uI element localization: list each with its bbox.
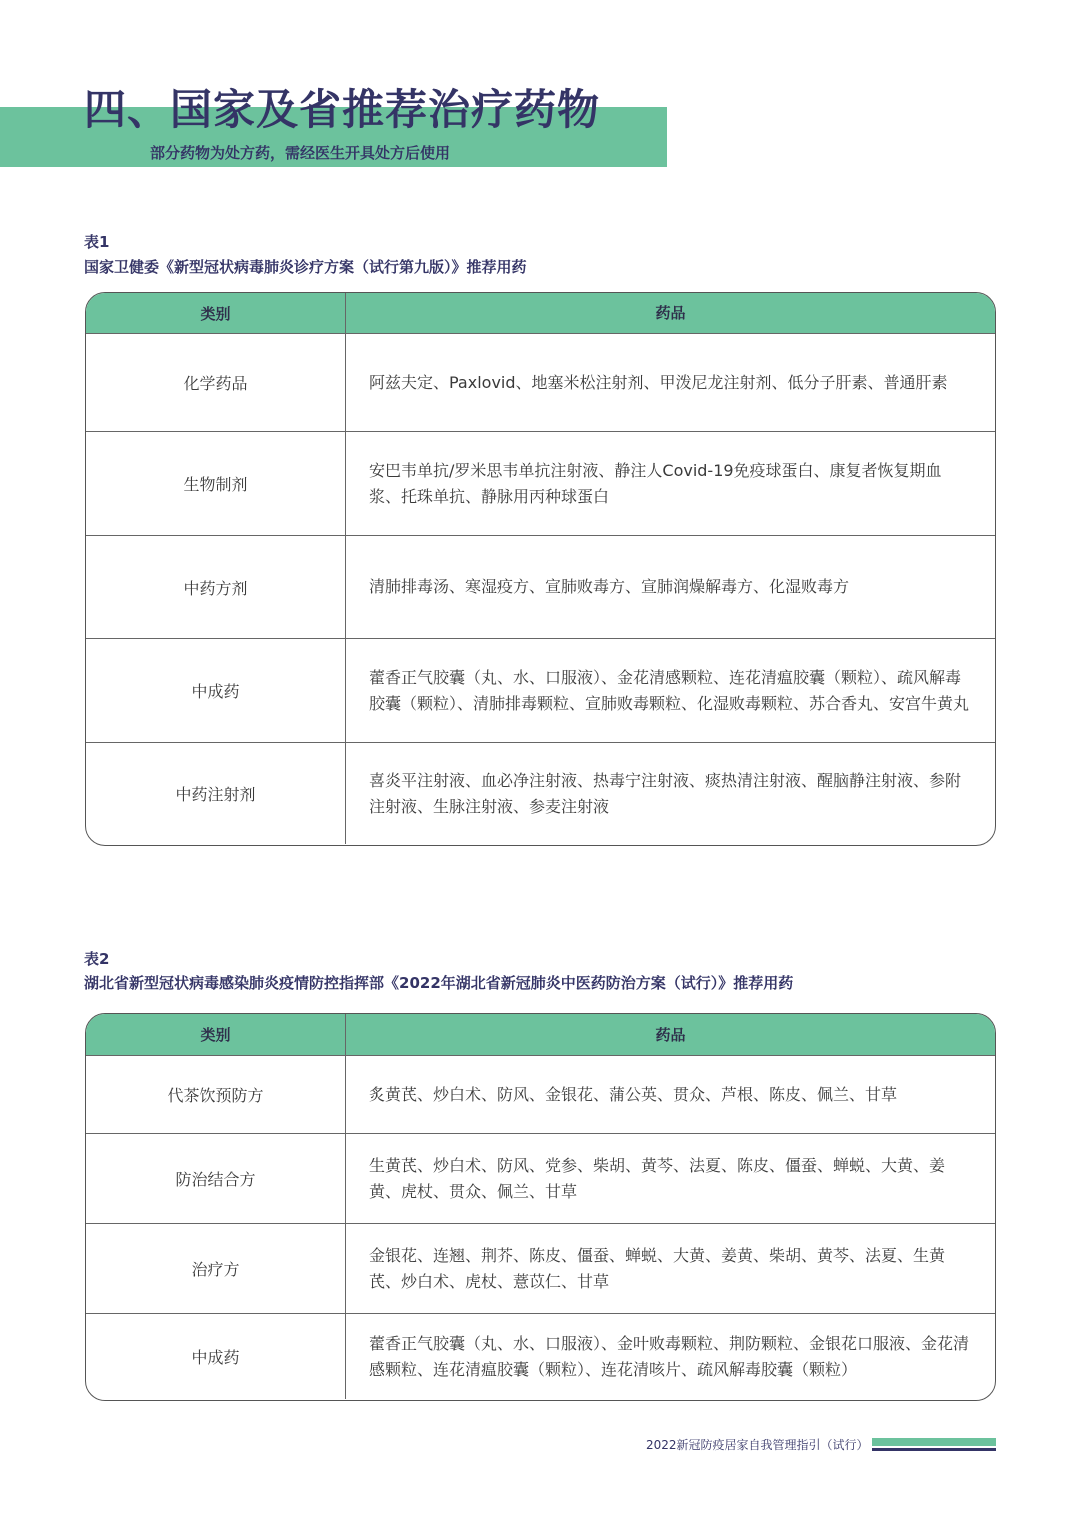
table-row bbox=[86, 742, 995, 844]
row-category: 中成药 bbox=[86, 1314, 346, 1399]
table1 bbox=[85, 292, 996, 846]
row-category: 化学药品 bbox=[86, 334, 346, 431]
row-category: 治疗方 bbox=[86, 1224, 346, 1313]
table1-header-row bbox=[86, 293, 995, 333]
row-drugs: 安巴韦单抗/罗米思韦单抗注射液、静注人Covid-19免疫球蛋白、康复者恢复期血浆、托珠单抗、静脉用丙种球蛋白 bbox=[369, 460, 942, 506]
table-row bbox=[86, 1313, 995, 1399]
row-category: 中药方剂 bbox=[86, 536, 346, 638]
table-row bbox=[86, 431, 995, 535]
row-category: 代茶饮预防方 bbox=[86, 1056, 346, 1133]
column-header-drugs: 药品 bbox=[655, 304, 686, 322]
table-row bbox=[86, 1223, 995, 1313]
page-title: 四、国家及省推荐治疗药物 bbox=[84, 85, 601, 134]
row-drugs: 藿香正气胶囊（丸、水、口服液）、金叶败毒颗粒、荆防颗粒、金银花口服液、金花清感颗粒、连花清瘟胶囊（颗粒）、连花清咳片、疏风解毒胶囊（颗粒） bbox=[369, 1333, 970, 1379]
table-row bbox=[86, 1055, 995, 1133]
row-category: 中药注射剂 bbox=[86, 743, 346, 844]
table-row bbox=[86, 333, 995, 431]
row-drugs: 阿兹夫定、Paxlovid、地塞米松注射剂、甲泼尼龙注射剂、低分子肝素、普通肝素 bbox=[369, 372, 948, 392]
footer-text: 2022新冠防疫居家自我管理指引（试行） bbox=[646, 1438, 869, 1452]
row-drugs: 炙黄芪、炒白术、防风、金银花、蒲公英、贯众、芦根、陈皮、佩兰、甘草 bbox=[369, 1084, 898, 1104]
table-row bbox=[86, 535, 995, 638]
column-header-category: 类别 bbox=[86, 293, 346, 333]
row-drugs: 金银花、连翘、荆芥、陈皮、僵蚕、蝉蜕、大黄、姜黄、柴胡、黄芩、法夏、生黄芪、炒白术、虎杖、薏苡仁、甘草 bbox=[369, 1245, 946, 1291]
table-row bbox=[86, 638, 995, 742]
table2-caption: 湖北省新型冠状病毒感染肺炎疫情防控指挥部《2022年湖北省新冠肺炎中医药防治方案（试行）》推荐用药 bbox=[84, 974, 794, 992]
table2 bbox=[85, 1013, 996, 1401]
table-row bbox=[86, 1133, 995, 1223]
row-category: 中成药 bbox=[86, 639, 346, 742]
row-category: 生物制剂 bbox=[86, 432, 346, 535]
row-drugs: 清肺排毒汤、寒湿疫方、宣肺败毒方、宣肺润燥解毒方、化湿败毒方 bbox=[369, 577, 850, 596]
table2-header-row bbox=[86, 1014, 995, 1055]
column-header-drugs: 药品 bbox=[655, 1025, 686, 1044]
footer-decoration-green bbox=[872, 1438, 996, 1446]
page-subtitle: 部分药物为处方药，需经医生开具处方后使用 bbox=[150, 144, 451, 162]
row-drugs: 喜炎平注射液、血必净注射液、热毒宁注射液、痰热清注射液、醒脑静注射液、参附注射液、生脉注射液、参麦注射液 bbox=[369, 770, 962, 816]
table2-label: 表2 bbox=[84, 950, 110, 968]
row-drugs: 藿香正气胶囊（丸、水、口服液）、金花清感颗粒、连花清瘟胶囊（颗粒）、疏风解毒胶囊（颗粒）、清肺排毒颗粒、宣肺败毒颗粒、化湿败毒颗粒、苏合香丸、安宫牛黄丸 bbox=[369, 667, 970, 713]
table1-caption: 国家卫健委《新型冠状病毒肺炎诊疗方案（试行第九版）》推荐用药 bbox=[84, 258, 527, 276]
row-category: 防治结合方 bbox=[86, 1134, 346, 1223]
column-header-category: 类别 bbox=[86, 1014, 346, 1055]
row-drugs: 生黄芪、炒白术、防风、党参、柴胡、黄芩、法夏、陈皮、僵蚕、蝉蜕、大黄、姜黄、虎杖、贯众、佩兰、甘草 bbox=[369, 1155, 946, 1201]
table1-label: 表1 bbox=[84, 233, 110, 251]
footer-decoration-navy bbox=[872, 1448, 996, 1451]
